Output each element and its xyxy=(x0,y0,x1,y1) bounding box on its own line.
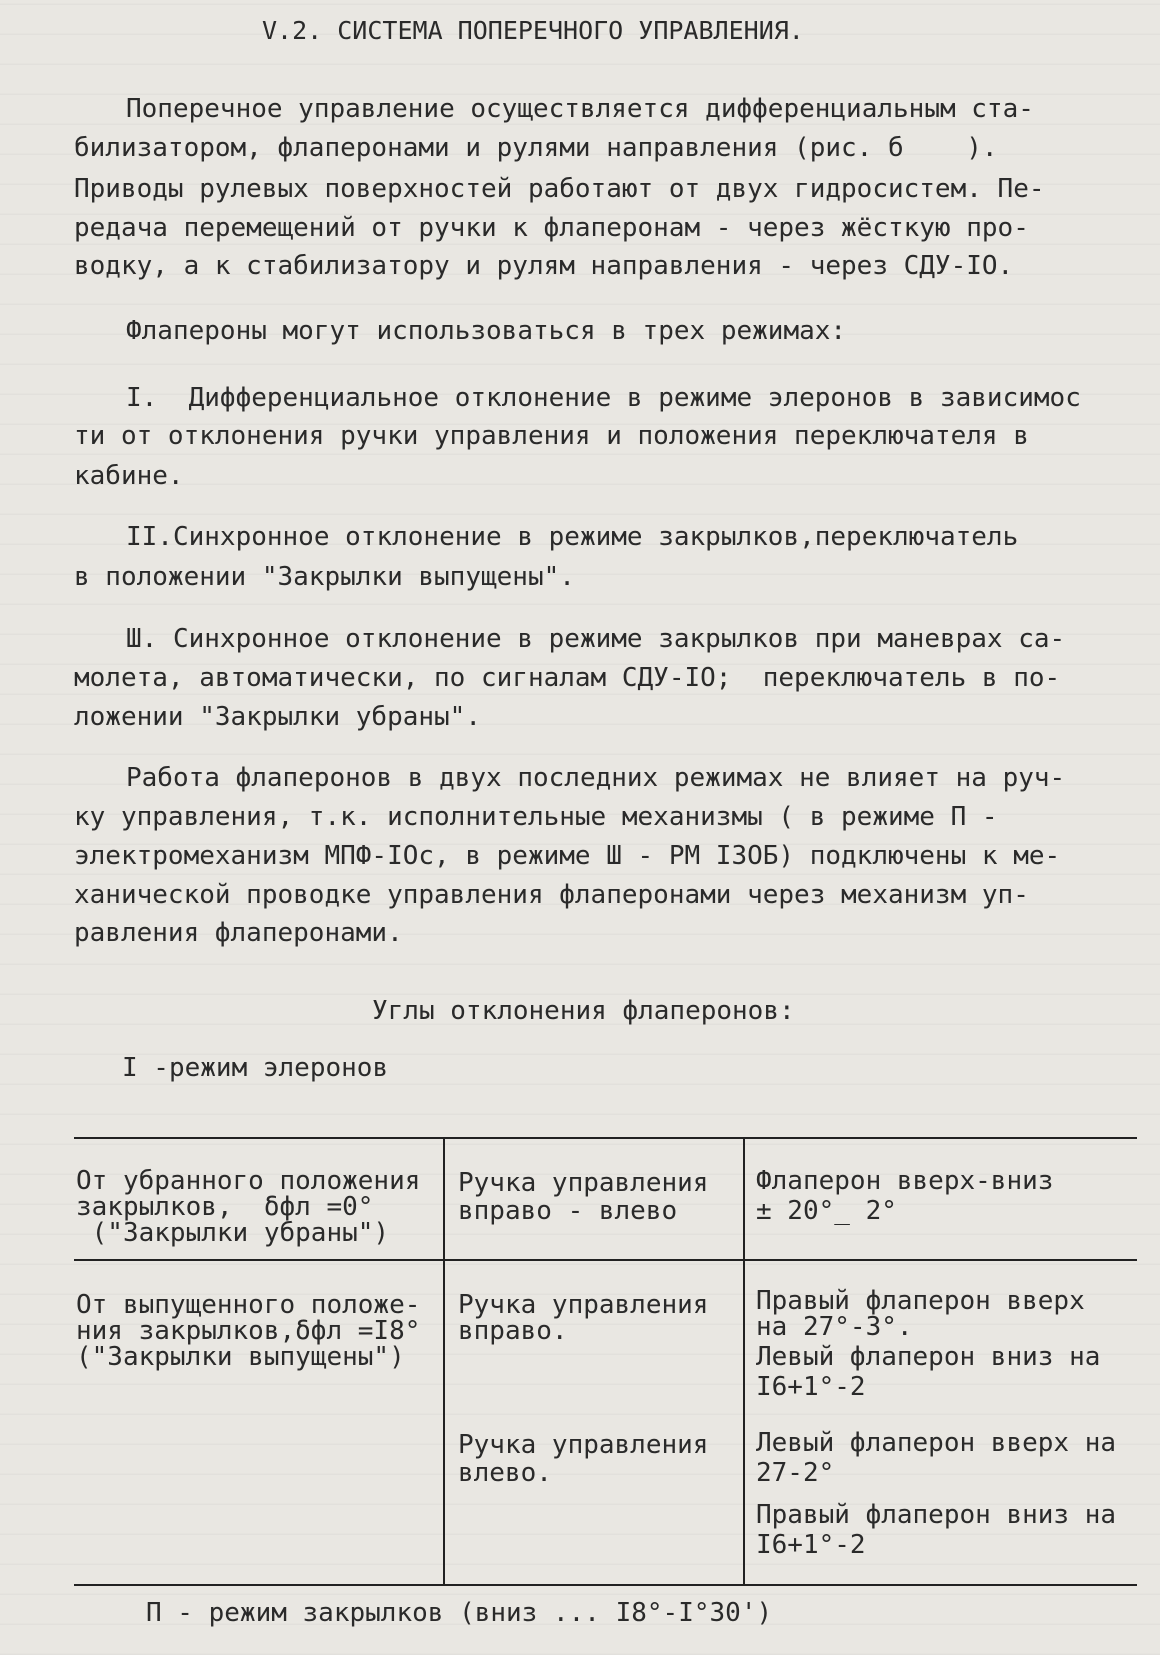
paragraph-line: в положении "Закрылки выпущены". xyxy=(74,562,575,592)
paragraph-line: ку управления, т.к. исполнительные механизмы ( в режиме П - xyxy=(74,802,998,832)
paragraph-line: редача перемещений от ручки к флаперонам - через жёсткую про- xyxy=(74,213,1029,243)
table-cell: Правый флаперон вниз на xyxy=(756,1500,1117,1530)
paragraph-line: ложении "Закрылки убраны". xyxy=(74,702,481,732)
paragraph-line: молета, автоматически, по сигналам СДУ-IO; переключатель в по- xyxy=(74,663,1061,693)
footer-line: П - режим закрылков (вниз ... I8°-I°30') xyxy=(146,1598,773,1628)
mode-heading: I -режим элеронов xyxy=(122,1053,389,1083)
table-rule xyxy=(743,1137,745,1586)
table-rule xyxy=(443,1137,445,1586)
paragraph-line: водку, а к стабилизатору и рулям направления - через СДУ-IO. xyxy=(74,251,1014,281)
table-cell: От выпущенного положе- xyxy=(76,1290,421,1320)
table-cell: ± 20°_ 2° xyxy=(756,1196,897,1226)
table-cell: Флаперон вверх-вниз xyxy=(756,1166,1054,1196)
table-cell: вправо - влево xyxy=(458,1196,678,1226)
table-cell: I6+1°-2 xyxy=(756,1530,866,1560)
section-heading: V.2. СИСТЕМА ПОПЕРЕЧНОГО УПРАВЛЕНИЯ. xyxy=(262,16,804,45)
paragraph-line: Ш. Синхронное отклонение в режиме закрылков при маневрах са- xyxy=(126,624,1066,654)
paragraph-line: ти от отклонения ручки управления и положения переключателя в xyxy=(74,421,1029,451)
table-cell: 27-2° xyxy=(756,1458,835,1488)
paragraph-line: билизатором, флаперонами и рулями направления (рис. б ). xyxy=(74,133,998,163)
paragraph-line: ханической проводке управления флаперонами через механизм уп- xyxy=(74,880,1029,910)
table-cell: закрылков, δфл =0° xyxy=(76,1192,374,1222)
paragraph-line: равления флаперонами. xyxy=(74,918,403,948)
paragraph-line: электромеханизм МПФ-IOс, в режиме Ш - РМ I3OБ) подключены к ме- xyxy=(74,841,1061,871)
table-cell: ("Закрылки убраны") xyxy=(76,1218,390,1248)
table-caption: Углы отклонения флаперонов: xyxy=(372,996,795,1026)
paragraph-line: Поперечное управление осуществляется дифференциальным ста- xyxy=(126,94,1034,124)
paragraph-line: Работа флаперонов в двух последних режимах не влияет на руч- xyxy=(126,763,1066,793)
paragraph-line: Флапероны могут использоваться в трех режимах: xyxy=(126,316,847,346)
table-cell: Ручка управления xyxy=(458,1290,709,1320)
table-rule xyxy=(74,1137,1137,1139)
table-cell: вправо. xyxy=(458,1316,568,1346)
table-rule xyxy=(74,1584,1137,1586)
table-cell: I6+1°-2 xyxy=(756,1372,866,1402)
table-cell: Ручка управления xyxy=(458,1168,709,1198)
table-cell: Левый флаперон вверх на xyxy=(756,1428,1117,1458)
table-cell: Левый флаперон вниз на xyxy=(756,1342,1101,1372)
table-rule xyxy=(74,1259,1137,1261)
table-cell: ния закрылков,δфл =I8° xyxy=(76,1316,421,1346)
table-cell: влево. xyxy=(458,1458,552,1488)
paragraph-line: II.Синхронное отклонение в режиме закрылков,переключатель xyxy=(126,522,1019,552)
table-cell: Правый флаперон вверх xyxy=(756,1286,1085,1316)
paragraph-line: I. Дифференциальное отклонение в режиме элеронов в зависимос xyxy=(126,383,1081,413)
table-cell: на 27°-3°. xyxy=(756,1312,913,1342)
table-cell: От убранного положения xyxy=(76,1166,421,1196)
paragraph-line: кабине. xyxy=(74,461,184,491)
table-cell: ("Закрылки выпущены") xyxy=(76,1342,405,1372)
paragraph-line: Приводы рулевых поверхностей работают от двух гидросистем. Пе- xyxy=(74,174,1045,204)
table-cell: Ручка управления xyxy=(458,1430,709,1460)
deflection-table xyxy=(74,1137,1137,1586)
